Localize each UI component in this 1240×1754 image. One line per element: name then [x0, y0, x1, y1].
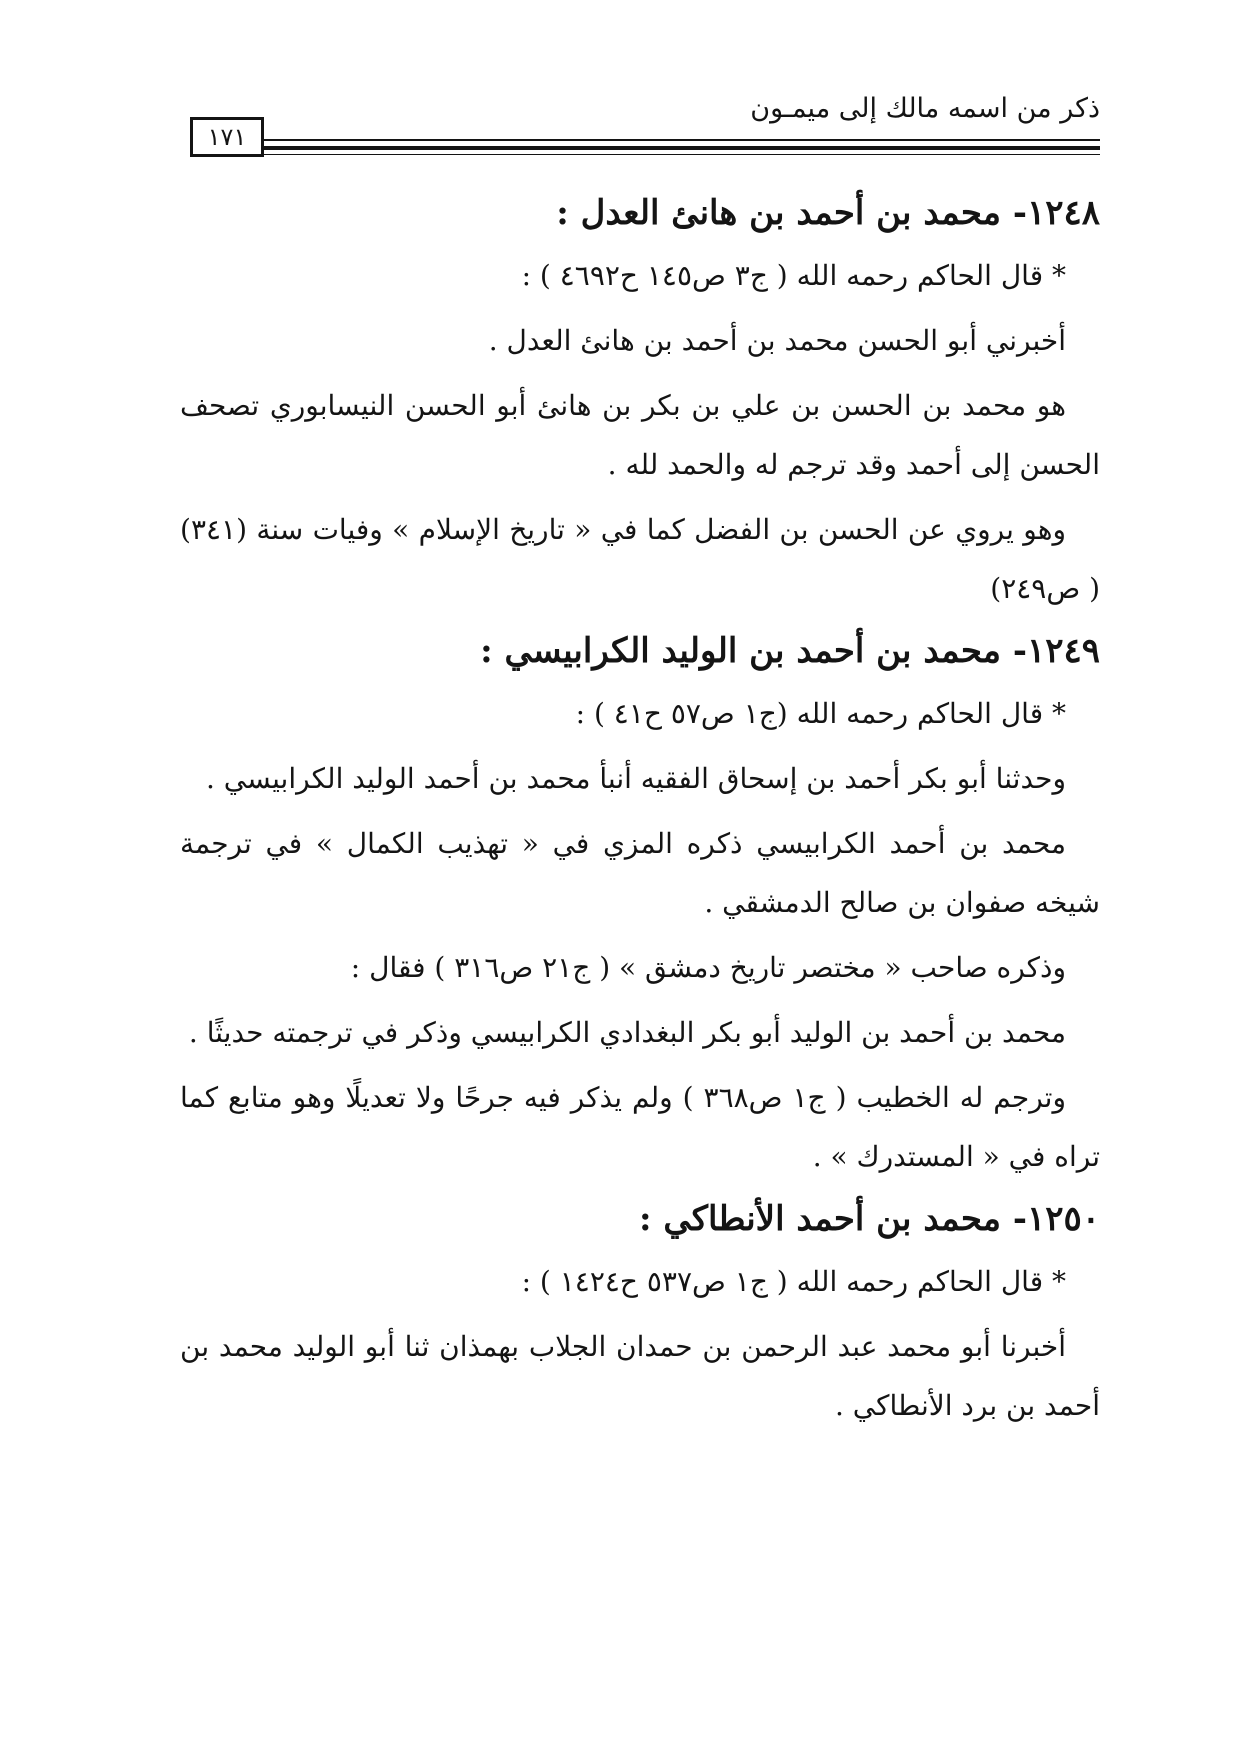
source-citation: * قال الحاكم رحمه الله (ج١ ص٥٧ ح٤١ ) : — [575, 697, 1066, 730]
commentary-paragraph: وذكره صاحب « مختصر تاريخ دمشق » ( ج٢١ ص٣١٦ ) فقال : — [350, 951, 1066, 984]
entry-1248 — [180, 186, 1100, 618]
narration-text: أخبرنا أبو محمد عبد الرحمن بن حمدان الجلاب بهمذان ثنا أبو الوليد محمد بن أحمد بن برد الأنطاكي . — [180, 1330, 1100, 1422]
commentary-paragraph: محمد بن أحمد الكرابيسي ذكره المزي في « تهذيب الكمال » في ترجمة شيخه صفوان بن صالح الدمشقي . — [180, 827, 1100, 919]
source-citation: * قال الحاكم رحمه الله ( ج٣ ص١٤٥ ح٤٦٩٢ ) : — [521, 259, 1066, 292]
commentary-paragraph: محمد بن أحمد بن الوليد أبو بكر البغدادي الكرابيسي وذكر في ترجمته حديثًا . — [188, 1016, 1066, 1049]
entry-heading: ١٢٥٠- محمد بن أحمد الأنطاكي : — [639, 1199, 1100, 1239]
source-citation: * قال الحاكم رحمه الله ( ج١ ص٥٣٧ ح١٤٢٤ ) : — [521, 1265, 1066, 1298]
narration-text: أخبرني أبو الحسن محمد بن أحمد بن هانئ العدل . — [488, 324, 1066, 357]
narration-text: وحدثنا أبو بكر أحمد بن إسحاق الفقيه أنبأ محمد بن أحمد الوليد الكرابيسي . — [205, 762, 1066, 795]
header-rule-thin — [264, 139, 1100, 141]
running-title: ذكر من اسمه مالك إلى ميمـون — [750, 93, 1100, 124]
entry-1250 — [180, 1192, 1100, 1435]
entry-1249 — [180, 624, 1100, 1186]
page-number-box: ١٧١ — [190, 117, 264, 157]
entry-heading: ١٢٤٨- محمد بن أحمد بن هانئ العدل : — [556, 193, 1100, 233]
commentary-paragraph: هو محمد بن الحسن بن علي بن بكر بن هانئ أبو الحسن النيسابوري تصحف الحسن إلى أحمد وقد ترجم له والحمد لله . — [180, 389, 1100, 481]
page-body — [180, 186, 1100, 1441]
commentary-paragraph: وهو يروي عن الحسن بن الفضل كما في « تاريخ الإسلام » وفيات سنة (٣٤١) ( ص٢٤٩) — [180, 513, 1100, 605]
header-rule-hairline — [264, 154, 1100, 155]
header-rule-thick — [264, 146, 1100, 150]
entry-heading: ١٢٤٩- محمد بن أحمد بن الوليد الكرابيسي : — [480, 631, 1100, 671]
commentary-paragraph: وترجم له الخطيب ( ج١ ص٣٦٨ ) ولم يذكر فيه جرحًا ولا تعديلًا وهو متابع كما تراه في « المستدرك » . — [180, 1081, 1100, 1173]
